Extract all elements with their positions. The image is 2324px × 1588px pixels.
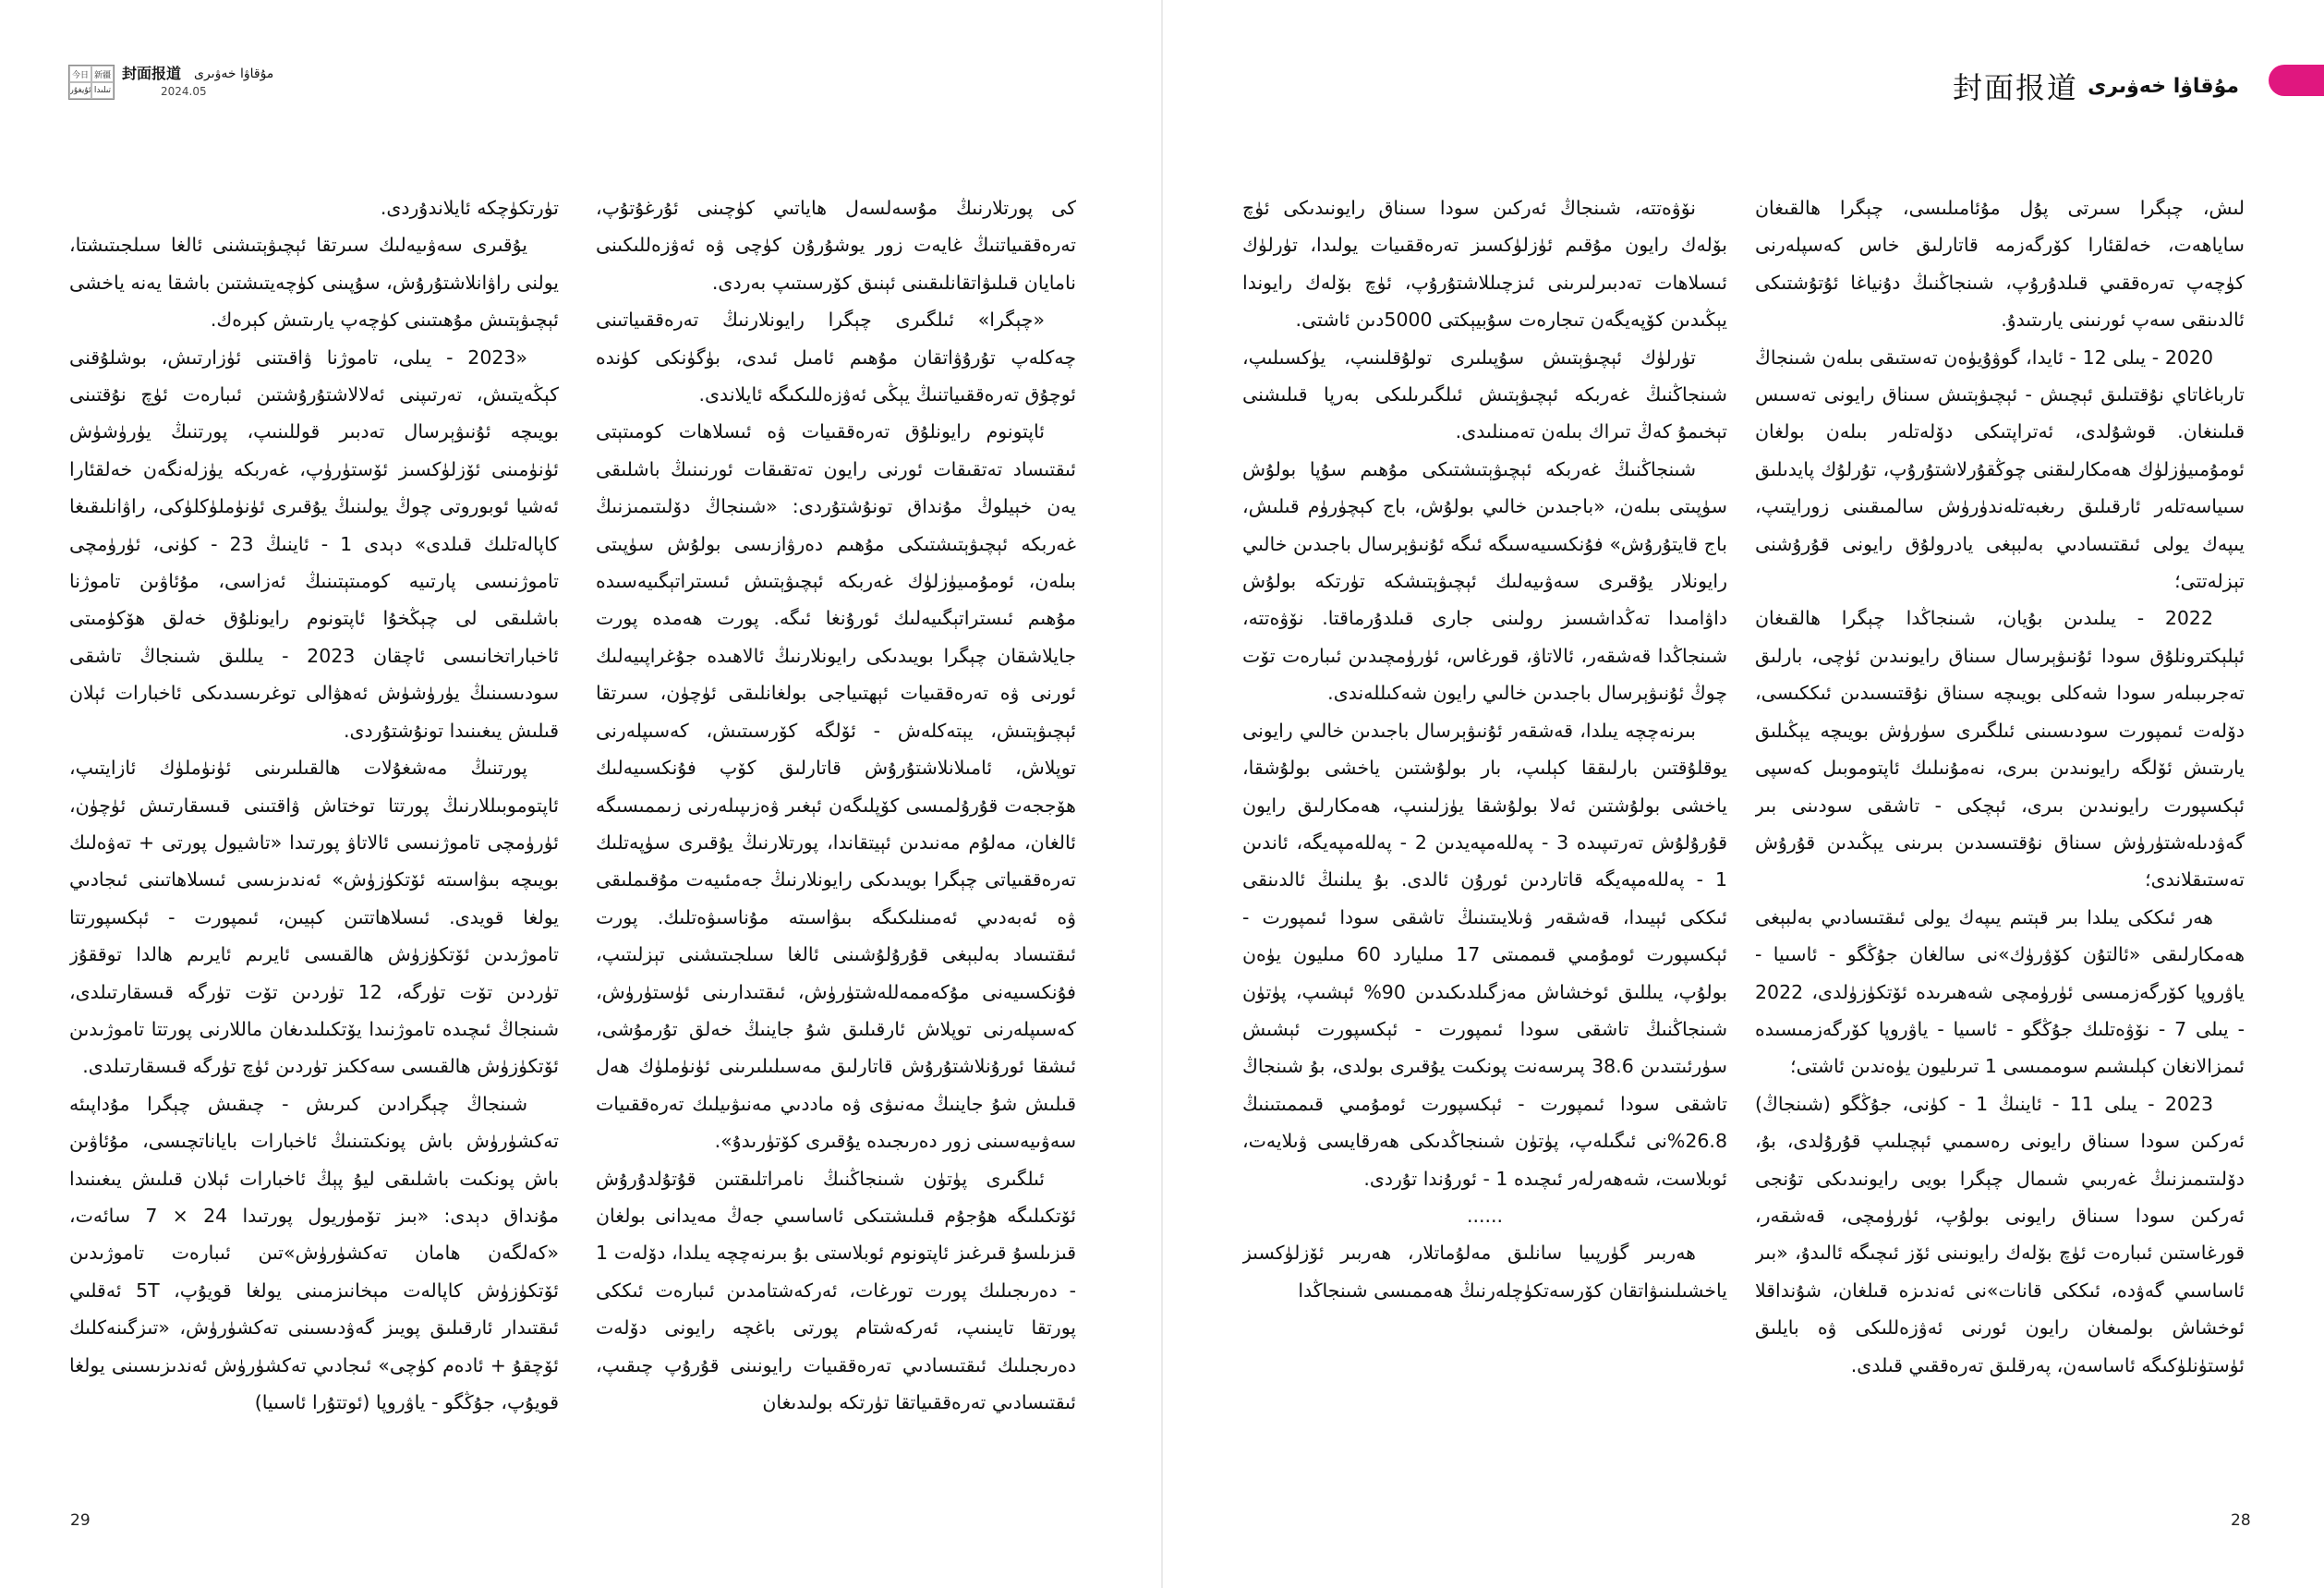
right-page-header [1953, 65, 2239, 107]
left-page-right-column [596, 189, 1076, 1501]
left-page-header [68, 65, 273, 102]
paragraph: 2020 - يىلى 12 - ئايدا، گوۋۇيۈەن تەستىقى بىلەن شىنجاڭ تارباغاتاي نۇقتىلىق ئېچىش - ئېچىۋېتىش سىناق رايونى تەسىس قىلىنغان. قوشۇلدى، ئەتراپتىكى دۆلەتلەر بىلەن بولغان ئومۇمىيۈزلۈك ھەمكارلىقنى چوڭقۇرلاشتۇرۇپ، تۇرلۇك پايدىلىق سىياسەتلەر ئارقىلىق رىغبەتلەندۈرۈش سالمىقىنى زورايتىپ، يىپەك يولى ئىقتىسادىي بەلبېغى يادرولۇق رايونى قۇرۇشنى تېزلەتتى؛ [1755, 345, 2245, 593]
paragraph: پورتنىڭ مەشغۇلات ھالقىلىرىنى ئۈنۈملۈك ئازايتىپ، ئاپتوموبىللارنىڭ پورتتا توختاش ۋاقتىنى قىسقارتىش ئۈچۈن، ئۈرۈمچى تاموژنىسى ئالاتاۋ پورتىدا «تاشيول پورتى + تەۋەلىك بويىچە بىۋاسىتە ئۆتكۈزۈش» ئەندىزىسى ئىسلاھاتىنى ئىجادىي يولغا قويدى. ئىسلاھاتتىن كېيىن، ئىمپورت - ئېكسپورتتا تاموژىدىن ئۆتكۈزۈش ھالقىسى ئايرىم ئايرىم ھالدا توققۇز تۈردىن تۆت تۈرگە، 12 تۈردىن تۆت تۈرگە قىسقارتىلدى، شىنجاڭ ئىچىدە تاموژنىدا يۆتكىلىدىغان ماللارنى پورتتا تاموژىدىن ئۆتكۈزۈش ھالقىسى سەككىز تۈردىن ئۈچ تۈرگە قىسقارتىلدى. [69, 757, 559, 1078]
logo-cell: 今日 [69, 66, 91, 82]
paragraph: ھەر ئىككى يىلدا بىر قېتىم يىپەك يولى ئىقتىسادىي بەلبېغى ھەمكارلىقى «ئالتۇن كۆۋرۈك»نى سالغان جۇڭگو - ئاسىيا - ياۋروپا كۆرگەزمىسى ئۈرۈمچى شەھىرىدە ئۆتكۈزۈلدى، 2022 - يىلى 7 - نۆۋەتلىك جۇڭگو - ئاسىيا - ياۋروپا كۆرگەزمىسىدە ئىمزالانغان كېلىشىم سوممىسى 1 تىرىليون يۈەندىن ئاشتى؛ [1755, 905, 2245, 1078]
section-title-zh: 封面报道 [122, 65, 182, 82]
page-number-left: 29 [70, 1511, 91, 1530]
paragraph: «چېگرا» ئىلگىرى چېگرا رايونلارنىڭ تەرەققىياتىنى چەكلەپ تۇرۇۋاتقان مۇھىم ئامىل ئىدى، بۈگۈنكى كۈندە ئوچۇق تەرەققىياتنىڭ يېڭى ئەۋزەللىكىگە ئايلاندى. [596, 309, 1076, 406]
paragraph: ئىلگىرى پۈتۈن شىنجاڭنىڭ نامراتلىقتىن قۇتۇلدۇرۇش ئۆتكىلىگە ھۇجۇم قىلىشتىكى ئاساسىي جەڭ مەيدانى بولغان قىزىلسۇ قىرغىز ئاپتونوم ئوبلاستى بۇ بىرنەچچە يىلدا، دۆلەت 1 - دەرىجىلىك پورت تورغات، ئەركەشتامدىن ئىبارەت ئىككى پورتقا تايىنىپ، ئەركەشتام پورتى باغچە رايونى دۆلەت دەرىجىلىك ئىقتىسادىي تەرەققىيات رايونىنى قۇرۇپ چىقىپ، ئىقتىسادىي تەرەققىياتقا تۈرتكە بولىدىغان [596, 1167, 1076, 1413]
paragraph: نۆۋەتتە، شىنجاڭ ئەركىن سودا سىناق رايونىدىكى ئۈچ بۆلەك رايون مۇقىم ئۈزلۈكسىز تەرەققىيات يولىدا، تۈرلۈك ئىسلاھات تەدبىرلىرىنى ئىزچىللاشتۇرۇپ، ئۈچ بۆلەك رايوندا يېڭىدىن كۆپەيگەن تىجارەت سۇبيېكتى 5000دىن ئاشتى. [1242, 197, 1727, 332]
paragraph: 2023 - يىلى 11 - ئاينىڭ 1 - كۈنى، جۇڭگو (شىنجاڭ) ئەركىن سودا سىناق رايونى رەسمىي ئېچىلىپ قۇرۇلدى، بۇ، دۆلىتىمىزنىڭ غەربىي شىمال چېگرا بويى رايونىدىكى تۇنجى ئەركىن سودا سىناق رايونى بولۇپ، ئۈرۈمچى، قەشقەر، قورغاستىن ئىبارەت ئۈچ بۆلەك رايونىنى ئۆز ئىچىگە ئالىدۇ، «بىر ئاساسىي گەۋدە، ئىككى قانات»نى ئەندىزە قىلغان، شۇنداقلا ئوخشاش بولمىغان رايون ئورنى ئەۋزەللىكى ۋە بايلىق ئۈستۈنلۈكىگە ئاساسەن، پەرقلىق تەرەققىي قىلدى. [1755, 1092, 2245, 1376]
paragraph: تۈرتكۈچكە ئايلاندۇردى. [380, 197, 559, 219]
section-title-zh: 封面报道 [1953, 70, 2079, 105]
paragraph: شىنجاڭ چېگرادىن كىرىش - چىقىش چېگرا مۇداپىئە تەكشۈرۈش باش پونكىتىنىڭ ئاخبارات باياناتچىسى، مۇئاۋىن باش پونكىت باشلىقى ليۇ پېڭ ئاخبارات ئېلان قىلىش يىغىنىدا مۇنداق دېدى: «بىز تۆمۈريول پورتىدا 24 × 7 سائەت، «كەلگەن ھامان تەكشۈرۈش»تىن ئىبارەت تاموژىدىن ئۆتكۈزۈش كاپالەت مېخانىزمىنى يولغا قويۇپ، 5T ئەقلىي ئىقتىدار ئارقىلىق پويىز گەۋدىسىنى تەكشۈرۈش، «تىزگىنەكلىك ئۆچقۇ + ئادەم كۈچى» ئىجادىي تەكشۈرۈش ئەندىزىسىنى يولغا قويۇپ، جۇڭگو - ياۋروپا (ئوتتۇرا ئاسىيا) [69, 1092, 559, 1413]
paragraph: «2023 - يىلى، تاموژنا ۋاقىتنى ئۈزارتىش، بوشلۇقنى كېڭەيتىش، تەرتىپنى ئەلالاشتۇرۇشتىن ئىبارەت ئۈچ نۇقتىنى بويىچە ئۇنىۋېرسال تەدبىر قوللىنىپ، پورتنىڭ يۈرۈشۈش ئۈنۈمىنى ئۆزلۈكسىز ئۆستۈرۈپ، غەربكە يۈزلەنگەن خەلقئارا ئەشيا ئوبوروتى چوڭ يولىنىڭ يۇقىرى ئۈنۈملۈكلۈكى، راۋانلىقىغا كاپالەتلىك قىلدى» دېدى 1 - ئاينىڭ 23 - كۈنى، ئۈرۈمچى تاموژنىسى پارتىيە كومىتېتىنىڭ ئەزاسى، مۇئاۋىن تاموژنا باشلىقى لى چېڭخۇا ئاپتونوم رايونلۇق خەلق ھۆكۈمىتى ئاخباراتخانىسى ئاچقان 2023 - يىللىق شىنجاڭ تاشقى سودىسىنىڭ يۈرۈشۈش ئەھۋالى توغرىسىدىكى ئاخبارات ئېلان قىلىش يىغىنىدا تونۇشتۇردى. [69, 345, 559, 742]
logo-cell: تىلىدا [91, 82, 114, 99]
accent-tab [2269, 65, 2324, 96]
right-page-left-column [1242, 189, 1727, 1501]
magazine-logo [68, 65, 115, 100]
issue-date: 2024.05 [161, 85, 207, 98]
paragraph: يۇقىرى سەۋىيەلىك سىرتقا ئېچىۋېتىشنى ئالغا سىلجىتىشتا، يولنى راۋانلاشتۇرۇش، سۇپىنى كۈچەيتىشتىن باشقا يەنە ياخشى ئېچىۋېتىش مۇھىتىنى كۈچەپ يارىتىش كېرەك. [69, 234, 559, 332]
right-page-right-column [1755, 189, 2245, 1501]
section-title-ug: مۇقاۋا خەۋىرى [194, 67, 274, 81]
logo-cell: ئۇيغۇر [69, 82, 91, 99]
left-page-left-column [69, 189, 559, 1501]
ellipsis-separator: ...... [1466, 1204, 1504, 1227]
paragraph: تۈرلۈك ئېچىۋېتىش سۇپىلىرى تولۇقلىنىپ، يۈكسىلىپ، شىنجاڭنىڭ غەربكە ئېچىۋېتىش ئىلگىرىلىكى بەرپا قىلىشنى تېخىمۇ كەڭ تىراك بىلەن تەمىنلىدى. [1242, 345, 1727, 443]
paragraph: كى پورتلارنىڭ مۇسەلسەل ھاياتىي كۈچىنى ئۇرغۇتۇپ، تەرەققىياتنىڭ غايەت زور يوشۇرۇن كۈچى ۋە ئەۋزەللىكىنى نامايان قىلىۋاتقانلىقىنى ئېنىق كۆرسىتىپ بەردى. [596, 197, 1076, 294]
paragraph: ھەربىر گۈرپىيا سانلىق مەلۇماتلار، ھەربىر ئۆزلۈكسىز ياخشىلىنىۋاتقان كۆرسەتكۈچلەرنىڭ ھەممىسى شىنجاڭدا [1242, 1242, 1727, 1302]
page-number-right: 28 [2231, 1511, 2251, 1530]
paragraph: شىنجاڭنىڭ غەربكە ئېچىۋېتىشتىكى مۇھىم سۇپا بولۇش سۈپىتى بىلەن، «باجىدىن خالىي بولۇش، باج كېچۈرۈم قىلىش، باج قايتۇرۇش» فۇنكسىيەسىگە ئىگە ئۇنىۋېرسال باجىدىن خالىي رايونلار يۇقىرى سەۋىيەلىك ئېچىۋېتىشكە تۈرتكە بولۇش داۋامىدا تەڭداشسىز رولىنى جارى قىلدۇرماقتا. نۆۋەتتە، شىنجاڭدا قەشقەر، ئالاتاۋ، قورغاس، ئۈرۈمچىدىن ئىبارەت تۆت چوڭ ئۇنىۋېرسال باجىدىن خالىي رايون شەكىللەندى. [1242, 457, 1727, 705]
logo-cell: 新疆 [91, 66, 114, 82]
paragraph: 2022 - يىلىدىن بۇيان، شىنجاڭدا چېگرا ھالقىغان ئېلېكترونلۇق سودا ئۇنىۋېرسال سىناق رايونىدىن ئۈچى، بارلىق تەجرىبىلەر سودا شەكلى بويىچە سىناق نۇقتىسىدىن ئىككىسى، دۆلەت ئىمپورت سودىسىنى ئىلگىرى سۈرۈش بويىچە يېڭىلىق يارىتىش ئۆلگە رايونىدىن بىرى، نەمۇنىلىك ئاپتوموبىل كەسپى ئېكسپورت رايونىدىن بىرى، ئېچكى - تاشقى سودىنى بىر گەۋدىلەشتۈرۈش سىناق نۇقتىسىدىن بىرىنى يېڭىدىن قۇرۇش تەستىقلاندى؛ [1755, 607, 2245, 891]
paragraph: ئاپتونوم رايونلۇق تەرەققىيات ۋە ئىسلاھات كومىتېتى ئىقتىساد تەتقىقات ئورنى رايون تەتقىقات ئورنىنىڭ باشلىقى يەن خېيلوڭ مۇنداق تونۇشتۇردى: «شىنجاڭ دۆلىتىمىزنىڭ غەربكە ئېچىۋېتىشتىكى مۇھىم دەرۋازىسى بولۇش سۈپىتى بىلەن، ئومۇمىيۈزلۈك غەربكە ئېچىۋېتىش ئىستراتېگىيەسىدە مۇھىم ئىستراتېگىيەلىك ئورۇنغا ئىگە. پورت ھەمدە پورت جايلاشقان چېگرا بويىدىكى رايونلارنىڭ ئالاھىدە جۇغراپىيەلىك ئورنى ۋە تەرەققىيات ئېھتىياجى بولغانلىقى ئۈچۈن، سىرتقا ئېچىۋېتىش، يېتەكلەش - ئۆلگە كۆرسىتىش، كەسىپلەرنى توپلاش، ئامىلانلاشتۇرۇش قاتارلىق كۆپ فۇنكسىيەلىك ھۆججەت قۇرۇلمىسى كۆپلىگەن ئېغىر ۋەزىپىلەرنى زىممىسىگە ئالغان، مەلۇم مەنىدىن ئېيتقاندا، پورتلارنىڭ يۇقىرى سۈپەتلىك تەرەققىياتى چېگرا بويىدىكى رايونلارنىڭ جەمئىيەت مۇقىملىقى ۋە ئەبەدىي ئەمىنلىكىگە بىۋاسىتە مۇناسىۋەتلىك. پورت ئىقتىساد بەلبېغى قۇرۇلۇشىنى ئالغا سىلجىتىشنى تېزلىتىپ، فۇنكسىيەنى مۇكەممەللەشتۈرۈش، ئىقتىدارىنى ئۈستۈرۈش، كەسىپلەرنى توپلاش ئارقىلىق شۇ جاينىڭ خەلق تۇرمۇشى، ئىشقا ئورۇنلاشتۇرۇش قاتارلىق مەسىلىلىرىنى ئۈنۈملۈك ھەل قىلىش شۇ جاينىڭ مەنىۋى ۋە ماددىي مەنىۋىيلىك تەرەققىيات سەۋىيەسىنى زور دەرىجىدە يۇقىرى كۆتۈرىدۇ». [596, 420, 1076, 1153]
paragraph: لىش، چېگرا سىرتى پۇل مۇئامىلىسى، چېگرا ھالقىغان ساياھەت، خەلقئارا كۆرگەزمە قاتارلىق خاس كەسپلەرنى كۈچەپ تەرەققىي قىلدۇرۇپ، شىنجاڭنىڭ دۇنياغا ئۇتۇشتىكى ئالدىنقى سەپ ئورنىنى يارىتىدۇ. [1755, 197, 2245, 332]
section-title-ug: مۇقاۋا خەۋىرى [2088, 74, 2239, 98]
paragraph: بىرنەچچە يىلدا، قەشقەر ئۇنىۋېرسال باجىدىن خالىي رايونى يوقلۇقتىن بارلىققا كېلىپ، بار بولۇشتىن ياخشى بولۇشقا، ياخشى بولۇشتىن ئەلا بولۇشقا يۈزلىنىپ، ھەمكارلىق رايون قۇرۇلۇش تەرتىپىدە 3 - پەللەمپەيدىن 2 - پەللەمپەيگە، ئاندىن 1 - پەللەمپەيگە قاتاردىن ئورۇن ئالدى. بۇ يىلنىڭ ئالدىنقى ئىككى ئېيىدا، قەشقەر ۋىلايىتىنىڭ تاشقى سودا ئىمپورت - ئېكسپورت ئومۇمىي قىممىتى 17 مىليارد 60 مىليون يۈەن بولۇپ، يىللىق ئوخشاش مەزگىلدىكىدىن 90% ئېشىپ، پۈتۈن شىنجاڭنىڭ تاشقى سودا ئىمپورت - ئېكسپورت ئېشىش سۈرئىتىدىن 38.6 پىرسەنت پونكىت يۇقىرى بولدى، بۇ شىنجاڭ تاشقى سودا ئىمپورت - ئېكسپورت ئومۇمىي قىممىتىنىڭ 26.8%نى ئىگىلەپ، پۈتۈن شىنجاڭدىكى ھەرقايسى ۋىلايەت، ئوبلاست، شەھەرلەر ئىچىدە 1 - ئورۇندا تۇردى. [1242, 719, 1727, 1190]
